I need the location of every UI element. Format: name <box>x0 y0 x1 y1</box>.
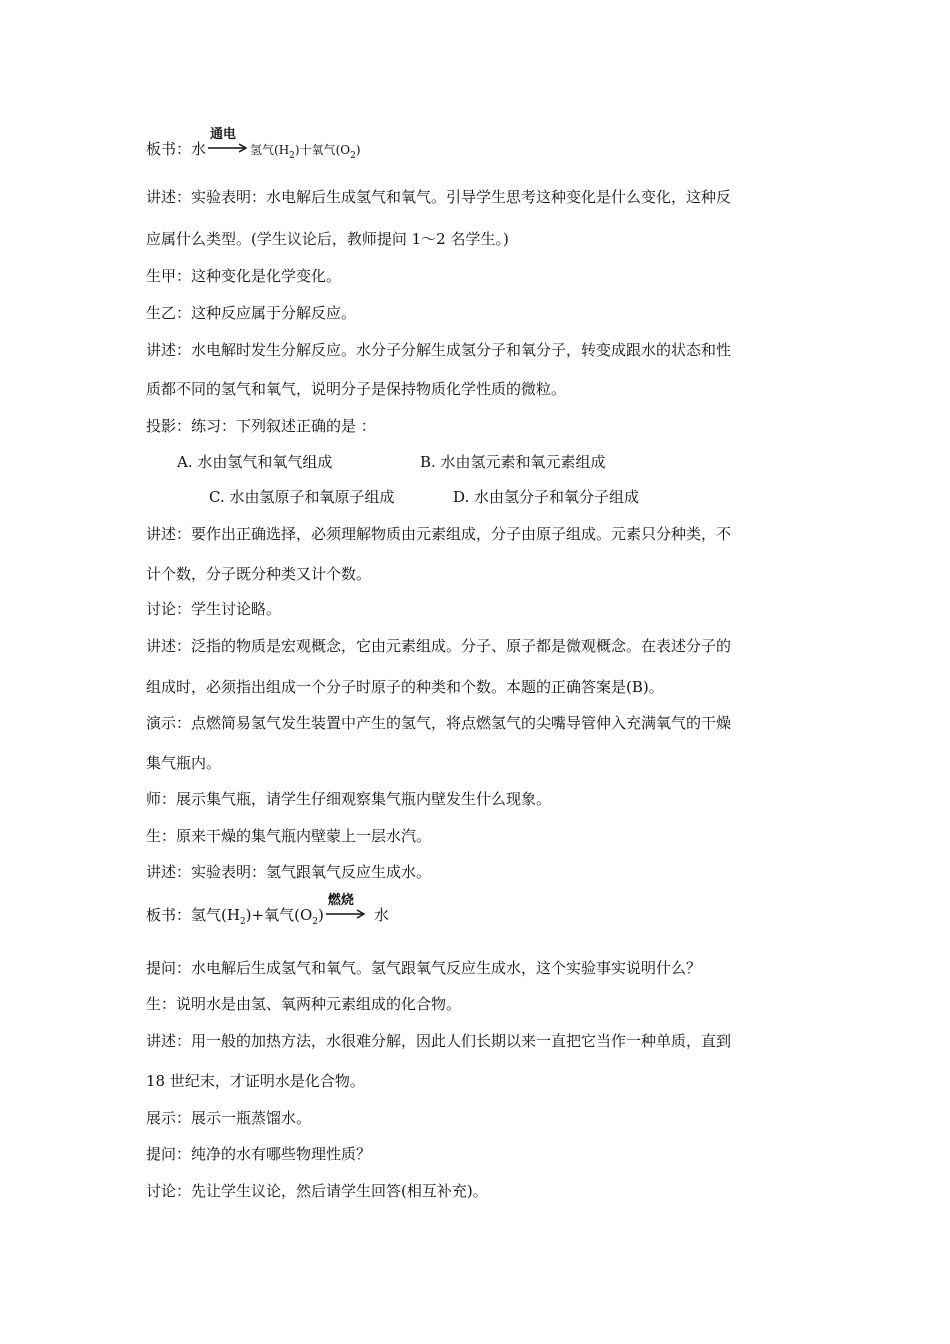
paragraph-line: 讨论：先让学生议论，然后请学生回答(相互补充)。 <box>146 1182 488 1200</box>
paragraph-line: 集气瓶内。 <box>146 754 222 772</box>
close-paren: ) <box>317 906 324 924</box>
paragraph-line: 生甲：这种变化是化学变化。 <box>146 267 342 285</box>
option-b: B. 水由氢元素和氧元素组成 <box>420 453 606 471</box>
arrow-right-icon <box>324 909 368 919</box>
option-d: D. 水由氢分子和氧分子组成 <box>453 488 640 506</box>
paragraph-line: 生乙：这种反应属于分解反应。 <box>146 304 357 322</box>
reactant-oxygen: )+氧气(O <box>245 906 313 924</box>
option-c: C. 水由氢原子和氧原子组成 <box>209 488 395 506</box>
subscript-2: 2 <box>312 917 318 927</box>
board-note-prefix: 板书：水 <box>146 140 207 158</box>
paragraph-line: 生：说明水是由氢、氧两种元素组成的化合物。 <box>146 995 462 1013</box>
product-oxygen: )十氧气(O <box>294 143 351 157</box>
subscript-2: 2 <box>350 151 356 161</box>
paragraph-line: 展示：展示一瓶蒸馏水。 <box>146 1109 312 1127</box>
subscript-2: 2 <box>289 151 295 161</box>
paragraph-line: 讲述：泛指的物质是宏观概念，它由元素组成。分子、原子都是微观概念。在表述分子的 <box>146 637 732 655</box>
arrow-right-icon <box>206 143 250 153</box>
paragraph-line: 讲述：实验表明：水电解后生成氢气和氧气。引导学生思考这种变化是什么变化，这种反 <box>146 188 732 206</box>
paragraph-line: 演示：点燃简易氢气发生装置中产生的氢气，将点燃氢气的尖嘴导管伸入充满氧气的干燥 <box>146 714 732 732</box>
paragraph-line: 组成时，必须指出组成一个分子时原子的种类和个数。本题的正确答案是(B)。 <box>146 678 664 696</box>
exercise-prompt: 投影：练习：下列叙述正确的是 ： <box>146 417 376 435</box>
close-paren: ) <box>355 143 361 157</box>
reaction-arrow <box>206 127 250 159</box>
arrow-condition-label: 燃烧 <box>327 893 354 908</box>
paragraph-line: 应属什么类型。(学生议论后，教师提问 1～2 名学生。) <box>146 230 509 248</box>
product-hydrogen: 氢气(H <box>250 143 290 157</box>
paragraph-line: 18 世纪末，才证明水是化合物。 <box>146 1072 365 1090</box>
board-note-prefix: 板书：氢气(H <box>146 906 240 924</box>
paragraph-line: 生：原来干燥的集气瓶内壁蒙上一层水汽。 <box>146 827 432 845</box>
paragraph-line: 质都不同的氢气和氧气，说明分子是保持物质化学性质的微粒。 <box>146 380 567 398</box>
paragraph-line: 讲述：要作出正确选择，必须理解物质由元素组成，分子由原子组成。元素只分种类，不 <box>146 525 732 543</box>
paragraph-line: 提问：纯净的水有哪些物理性质？ <box>146 1145 372 1163</box>
paragraph-line: 讲述：水电解时发生分解反应。水分子分解生成氢分子和氧分子，转变成跟水的状态和性 <box>146 341 732 359</box>
paragraph-line: 讲述：用一般的加热方法，水很难分解，因此人们长期以来一直把它当作一种单质，直到 <box>146 1032 732 1050</box>
board-note-electrolysis <box>146 127 361 166</box>
reaction-arrow <box>324 893 368 925</box>
paragraph-line: 讲述：实验表明：氢气跟氧气反应生成水。 <box>146 863 432 881</box>
option-a: A. 水由氢气和氧气组成 <box>177 453 333 471</box>
product-water: 水 <box>373 906 389 924</box>
paragraph-line: 讨论：学生讨论略。 <box>146 600 282 618</box>
board-note-combustion <box>146 893 389 932</box>
paragraph-line: 师：展示集气瓶，请学生仔细观察集气瓶内壁发生什么现象。 <box>146 790 552 808</box>
subscript-2: 2 <box>239 917 246 927</box>
paragraph-line: 提问：水电解后生成氢气和氧气。氢气跟氧气反应生成水，这个实验事实说明什么？ <box>146 959 702 977</box>
arrow-condition-label: 通电 <box>210 127 237 142</box>
paragraph-line: 计个数，分子既分种类又计个数。 <box>146 565 372 583</box>
